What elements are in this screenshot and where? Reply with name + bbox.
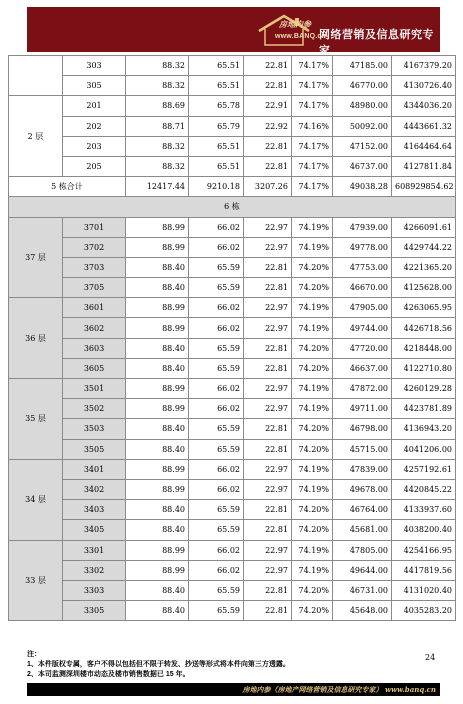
section-header-row bbox=[9, 197, 456, 217]
price-cell: 46764.00 bbox=[333, 500, 392, 520]
note-line-1: 1、本件版权专属，客户不得以包括但不限于转发、抄送等形式将本件向第三方透露。 bbox=[27, 661, 290, 668]
shared-area-cell: 22.81 bbox=[244, 439, 292, 459]
table-row bbox=[9, 560, 456, 580]
inner-area-cell: 66.02 bbox=[189, 399, 244, 419]
area-cell: 88.99 bbox=[126, 459, 189, 479]
price-cell: 46737.00 bbox=[333, 156, 392, 176]
unit-cell: 3401 bbox=[63, 459, 126, 479]
price-cell: 48980.00 bbox=[333, 96, 392, 116]
price-cell: 47185.00 bbox=[333, 56, 392, 76]
price-cell: 50092.00 bbox=[333, 116, 392, 136]
floor-cell bbox=[9, 56, 63, 96]
table-row bbox=[9, 379, 456, 399]
unit-cell: 3603 bbox=[63, 338, 126, 358]
table-row bbox=[9, 520, 456, 540]
total-cell: 4035283.20 bbox=[392, 601, 456, 621]
total-cell: 4133937.60 bbox=[392, 500, 456, 520]
ratio-cell: 74.19% bbox=[292, 237, 333, 257]
total-cell: 4221365.20 bbox=[392, 257, 456, 277]
ratio-cell: 74.19% bbox=[292, 540, 333, 560]
ratio-cell: 74.19% bbox=[292, 399, 333, 419]
unit-cell: 3302 bbox=[63, 560, 126, 580]
area-cell: 88.40 bbox=[126, 358, 189, 378]
total-cell: 4426718.56 bbox=[392, 318, 456, 338]
ratio-cell: 74.20% bbox=[292, 601, 333, 621]
price-cell: 46770.00 bbox=[333, 76, 392, 96]
table-row bbox=[9, 116, 456, 136]
area-cell: 88.99 bbox=[126, 298, 189, 318]
total-cell: 4254166.95 bbox=[392, 540, 456, 560]
total-cell: 4260129.28 bbox=[392, 379, 456, 399]
floor-cell: 2 层 bbox=[9, 96, 63, 177]
header-banner bbox=[27, 7, 440, 57]
ratio-cell: 74.17% bbox=[292, 96, 333, 116]
inner-area-cell: 65.51 bbox=[189, 76, 244, 96]
total-cell: 4420845.22 bbox=[392, 479, 456, 499]
price-cell: 45681.00 bbox=[333, 520, 392, 540]
ratio-cell: 74.20% bbox=[292, 257, 333, 277]
table-row bbox=[9, 399, 456, 419]
table-row bbox=[9, 237, 456, 257]
total-cell: 4344036.20 bbox=[392, 96, 456, 116]
shared-area-cell: 22.81 bbox=[244, 580, 292, 600]
table-row bbox=[9, 156, 456, 176]
shared-area-cell: 22.97 bbox=[244, 399, 292, 419]
area-cell: 88.40 bbox=[126, 520, 189, 540]
total-cell: 4038200.40 bbox=[392, 520, 456, 540]
area-cell: 88.40 bbox=[126, 257, 189, 277]
table-row bbox=[9, 580, 456, 600]
inner-area-cell: 66.02 bbox=[189, 540, 244, 560]
shared-area-cell: 22.97 bbox=[244, 318, 292, 338]
price-cell: 45715.00 bbox=[333, 439, 392, 459]
shared-area-cell: 22.97 bbox=[244, 459, 292, 479]
price-cell: 49711.00 bbox=[333, 399, 392, 419]
unit-cell: 3405 bbox=[63, 520, 126, 540]
unit-cell: 305 bbox=[63, 76, 126, 96]
unit-cell: 3602 bbox=[63, 318, 126, 338]
unit-cell: 3501 bbox=[63, 379, 126, 399]
brand-name: 房地内参 bbox=[279, 19, 311, 29]
inner-area-cell: 65.51 bbox=[189, 156, 244, 176]
price-cell: 47753.00 bbox=[333, 257, 392, 277]
shared-area-cell: 22.81 bbox=[244, 76, 292, 96]
area-cell: 88.32 bbox=[126, 156, 189, 176]
table-row bbox=[9, 96, 456, 116]
unit-cell: 3705 bbox=[63, 278, 126, 298]
area-cell: 88.99 bbox=[126, 379, 189, 399]
total-cell: 4131020.40 bbox=[392, 580, 456, 600]
table-row bbox=[9, 338, 456, 358]
inner-area-cell: 65.79 bbox=[189, 116, 244, 136]
ratio-cell: 74.20% bbox=[292, 278, 333, 298]
inner-area-cell: 65.59 bbox=[189, 580, 244, 600]
unit-cell: 203 bbox=[63, 136, 126, 156]
total-cell: 4423781.89 bbox=[392, 399, 456, 419]
total-cell: 4263065.95 bbox=[392, 298, 456, 318]
total-cell: 4122710.80 bbox=[392, 358, 456, 378]
inner-area-cell: 65.59 bbox=[189, 358, 244, 378]
shared-area-cell: 22.81 bbox=[244, 419, 292, 439]
shared-area-cell: 22.81 bbox=[244, 358, 292, 378]
shared-area-cell: 22.81 bbox=[244, 257, 292, 277]
total-cell: 4429744.22 bbox=[392, 237, 456, 257]
area-cell: 88.40 bbox=[126, 500, 189, 520]
shared-area-cell: 22.91 bbox=[244, 96, 292, 116]
table-row bbox=[9, 479, 456, 499]
shared-area-cell: 22.81 bbox=[244, 601, 292, 621]
unit-cell: 3502 bbox=[63, 399, 126, 419]
inner-area-cell: 65.59 bbox=[189, 338, 244, 358]
table-row bbox=[9, 257, 456, 277]
shared-area-cell: 22.81 bbox=[244, 156, 292, 176]
unit-cell: 202 bbox=[63, 116, 126, 136]
shared-area-cell: 22.97 bbox=[244, 479, 292, 499]
ratio-cell: 74.19% bbox=[292, 459, 333, 479]
table-row bbox=[9, 419, 456, 439]
footer-text: 房地内参（房地产网络营销及信息研究专家） www.banq.cn bbox=[242, 685, 436, 694]
shared-area-cell: 22.97 bbox=[244, 540, 292, 560]
floor-cell: 36 层 bbox=[9, 298, 63, 379]
inner-area-cell: 66.02 bbox=[189, 237, 244, 257]
table-row bbox=[9, 358, 456, 378]
price-cell: 47152.00 bbox=[333, 136, 392, 156]
ratio-cell: 74.17% bbox=[292, 156, 333, 176]
price-cell: 47839.00 bbox=[333, 459, 392, 479]
table-row bbox=[9, 136, 456, 156]
price-cell: 47872.00 bbox=[333, 379, 392, 399]
ratio-cell: 74.19% bbox=[292, 560, 333, 580]
unit-cell: 205 bbox=[63, 156, 126, 176]
footer-bar bbox=[27, 683, 440, 696]
ratio-cell: 74.17% bbox=[292, 56, 333, 76]
price-cell: 49744.00 bbox=[333, 318, 392, 338]
inner-area-cell: 9210.18 bbox=[189, 177, 244, 197]
total-cell: 4127811.84 bbox=[392, 156, 456, 176]
floor-cell: 37 层 bbox=[9, 217, 63, 298]
total-cell: 4417819.56 bbox=[392, 560, 456, 580]
page-number: 24 bbox=[425, 653, 436, 662]
ratio-cell: 74.19% bbox=[292, 379, 333, 399]
ratio-cell: 74.17% bbox=[292, 177, 333, 197]
table-row bbox=[9, 500, 456, 520]
area-cell: 88.32 bbox=[126, 136, 189, 156]
area-cell: 88.40 bbox=[126, 278, 189, 298]
price-cell: 46798.00 bbox=[333, 419, 392, 439]
area-cell: 88.40 bbox=[126, 338, 189, 358]
price-cell: 46731.00 bbox=[333, 580, 392, 600]
ratio-cell: 74.20% bbox=[292, 500, 333, 520]
ratio-cell: 74.19% bbox=[292, 318, 333, 338]
shared-area-cell: 3207.26 bbox=[244, 177, 292, 197]
table-row bbox=[9, 56, 456, 76]
building-total-row bbox=[9, 177, 456, 197]
inner-area-cell: 65.59 bbox=[189, 601, 244, 621]
brand-url: www.BANQ.cn bbox=[275, 33, 326, 40]
total-cell: 608929854.62 bbox=[392, 177, 456, 197]
area-cell: 88.32 bbox=[126, 76, 189, 96]
table-row bbox=[9, 459, 456, 479]
shared-area-cell: 22.81 bbox=[244, 520, 292, 540]
unit-cell: 3601 bbox=[63, 298, 126, 318]
ratio-cell: 74.19% bbox=[292, 217, 333, 237]
total-cell: 4130726.40 bbox=[392, 76, 456, 96]
unit-cell: 3503 bbox=[63, 419, 126, 439]
price-cell: 47939.00 bbox=[333, 217, 392, 237]
inner-area-cell: 66.02 bbox=[189, 217, 244, 237]
inner-area-cell: 66.02 bbox=[189, 479, 244, 499]
inner-area-cell: 66.02 bbox=[189, 298, 244, 318]
area-cell: 88.99 bbox=[126, 399, 189, 419]
price-cell: 45648.00 bbox=[333, 601, 392, 621]
inner-area-cell: 66.02 bbox=[189, 318, 244, 338]
area-cell: 88.69 bbox=[126, 96, 189, 116]
area-cell: 88.99 bbox=[126, 217, 189, 237]
area-cell: 12417.44 bbox=[126, 177, 189, 197]
ratio-cell: 74.20% bbox=[292, 520, 333, 540]
unit-cell: 3403 bbox=[63, 500, 126, 520]
note-line-2: 2、本司监测深圳楼市动态及楼市销售数据已 15 年。 bbox=[27, 671, 190, 678]
table-row bbox=[9, 540, 456, 560]
table-row bbox=[9, 601, 456, 621]
inner-area-cell: 65.59 bbox=[189, 439, 244, 459]
total-cell: 4041206.00 bbox=[392, 439, 456, 459]
ratio-cell: 74.20% bbox=[292, 580, 333, 600]
price-cell: 47905.00 bbox=[333, 298, 392, 318]
floor-cell: 33 层 bbox=[9, 540, 63, 621]
price-cell: 47720.00 bbox=[333, 338, 392, 358]
ratio-cell: 74.20% bbox=[292, 338, 333, 358]
unit-cell: 201 bbox=[63, 96, 126, 116]
unit-cell: 3402 bbox=[63, 479, 126, 499]
price-cell: 46670.00 bbox=[333, 278, 392, 298]
unit-cell: 3703 bbox=[63, 257, 126, 277]
ratio-cell: 74.20% bbox=[292, 419, 333, 439]
notes bbox=[27, 650, 440, 682]
area-cell: 88.40 bbox=[126, 580, 189, 600]
price-cell: 46637.00 bbox=[333, 358, 392, 378]
shared-area-cell: 22.97 bbox=[244, 379, 292, 399]
total-label: 5 栋合计 bbox=[9, 177, 126, 197]
inner-area-cell: 65.78 bbox=[189, 96, 244, 116]
area-cell: 88.40 bbox=[126, 601, 189, 621]
area-cell: 88.99 bbox=[126, 479, 189, 499]
area-cell: 88.99 bbox=[126, 560, 189, 580]
unit-cell: 3301 bbox=[63, 540, 126, 560]
area-cell: 88.99 bbox=[126, 318, 189, 338]
shared-area-cell: 22.97 bbox=[244, 237, 292, 257]
total-cell: 4257192.61 bbox=[392, 459, 456, 479]
floor-cell: 34 层 bbox=[9, 459, 63, 540]
ratio-cell: 74.20% bbox=[292, 439, 333, 459]
price-cell: 49678.00 bbox=[333, 479, 392, 499]
shared-area-cell: 22.97 bbox=[244, 217, 292, 237]
table-row bbox=[9, 217, 456, 237]
shared-area-cell: 22.97 bbox=[244, 298, 292, 318]
inner-area-cell: 65.59 bbox=[189, 500, 244, 520]
shared-area-cell: 22.81 bbox=[244, 338, 292, 358]
table-row bbox=[9, 76, 456, 96]
ratio-cell: 74.17% bbox=[292, 136, 333, 156]
header-title: 网络营销及信息研究专家 bbox=[319, 28, 434, 57]
area-cell: 88.99 bbox=[126, 237, 189, 257]
total-cell: 4266091.61 bbox=[392, 217, 456, 237]
total-cell: 4125628.00 bbox=[392, 278, 456, 298]
total-cell: 4167379.20 bbox=[392, 56, 456, 76]
unit-cell: 303 bbox=[63, 56, 126, 76]
unit-cell: 3605 bbox=[63, 358, 126, 378]
total-cell: 4218448.00 bbox=[392, 338, 456, 358]
total-cell: 4136943.20 bbox=[392, 419, 456, 439]
area-cell: 88.71 bbox=[126, 116, 189, 136]
area-cell: 88.40 bbox=[126, 419, 189, 439]
inner-area-cell: 65.59 bbox=[189, 520, 244, 540]
notes-title: 注： bbox=[27, 651, 41, 658]
area-cell: 88.99 bbox=[126, 540, 189, 560]
floor-cell: 35 层 bbox=[9, 379, 63, 460]
ratio-cell: 74.16% bbox=[292, 116, 333, 136]
total-cell: 4164464.64 bbox=[392, 136, 456, 156]
shared-area-cell: 22.81 bbox=[244, 278, 292, 298]
table-row bbox=[9, 318, 456, 338]
shared-area-cell: 22.81 bbox=[244, 500, 292, 520]
price-cell: 49038.28 bbox=[333, 177, 392, 197]
unit-cell: 3701 bbox=[63, 217, 126, 237]
table-row bbox=[9, 278, 456, 298]
shared-area-cell: 22.81 bbox=[244, 56, 292, 76]
unit-cell: 3303 bbox=[63, 580, 126, 600]
ratio-cell: 74.19% bbox=[292, 298, 333, 318]
inner-area-cell: 65.59 bbox=[189, 257, 244, 277]
unit-cell: 3702 bbox=[63, 237, 126, 257]
unit-cell: 3505 bbox=[63, 439, 126, 459]
ratio-cell: 74.20% bbox=[292, 358, 333, 378]
table-row bbox=[9, 439, 456, 459]
shared-area-cell: 22.81 bbox=[244, 136, 292, 156]
ratio-cell: 74.19% bbox=[292, 479, 333, 499]
shared-area-cell: 22.97 bbox=[244, 560, 292, 580]
inner-area-cell: 66.02 bbox=[189, 459, 244, 479]
section-title: 6 栋 bbox=[9, 197, 456, 217]
shared-area-cell: 22.92 bbox=[244, 116, 292, 136]
inner-area-cell: 65.51 bbox=[189, 56, 244, 76]
area-cell: 88.32 bbox=[126, 56, 189, 76]
inner-area-cell: 66.02 bbox=[189, 560, 244, 580]
inner-area-cell: 66.02 bbox=[189, 379, 244, 399]
price-cell: 47805.00 bbox=[333, 540, 392, 560]
area-cell: 88.40 bbox=[126, 439, 189, 459]
ratio-cell: 74.17% bbox=[292, 76, 333, 96]
inner-area-cell: 65.51 bbox=[189, 136, 244, 156]
inner-area-cell: 65.59 bbox=[189, 278, 244, 298]
sales-table bbox=[8, 55, 456, 621]
price-cell: 49644.00 bbox=[333, 560, 392, 580]
table-row bbox=[9, 298, 456, 318]
inner-area-cell: 65.59 bbox=[189, 419, 244, 439]
unit-cell: 3305 bbox=[63, 601, 126, 621]
total-cell: 4443661.32 bbox=[392, 116, 456, 136]
price-cell: 49778.00 bbox=[333, 237, 392, 257]
